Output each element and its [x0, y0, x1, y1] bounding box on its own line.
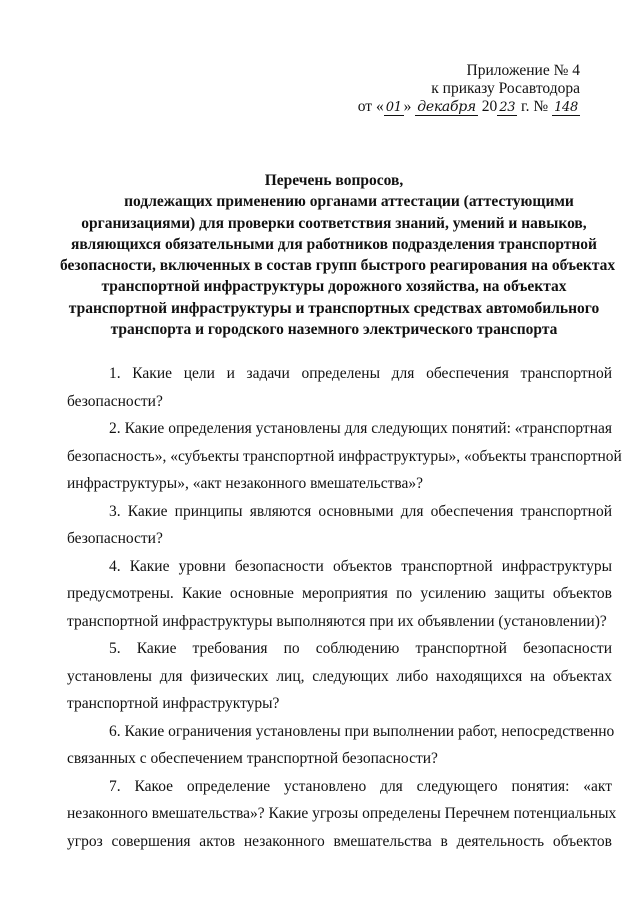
- text-line: 5. Какие требования по соблюдению транспортной безопасности: [109, 640, 612, 657]
- text-line: транспортной инфраструктуры?: [67, 695, 280, 712]
- text-line: 3. Какие принципы являются основными для обеспечения транспортной: [109, 502, 612, 520]
- question-6: [67, 718, 615, 773]
- title-line: транспорта и городского наземного электрического транспорта: [110, 321, 558, 339]
- title-line: являющихся обязательными для работников подразделения транспортной: [71, 235, 597, 253]
- handwritten-month: декабря: [417, 99, 476, 115]
- date-separator: »: [403, 98, 416, 115]
- text-line: инфраструктуры», «акт незаконного вмешательства»?: [67, 475, 424, 492]
- text-line: незаконного вмешательства»? Какие угрозы определены Перечнем потенциальных: [67, 805, 617, 822]
- title-line: подлежащих применению органами аттестации (аттестующими: [124, 193, 574, 211]
- question-1: [67, 360, 612, 415]
- appendix-number: Приложение № 4: [466, 62, 580, 79]
- text-line: безопасности?: [67, 530, 163, 547]
- question-4: [67, 553, 612, 636]
- handwritten-year: 23: [499, 100, 516, 115]
- text-line: установлены для физических лиц, следующих либо находящихся на объектах: [67, 667, 612, 685]
- question-5: [67, 635, 612, 718]
- text-line: 4. Какие уровни безопасности объектов транспортной инфраструктуры: [109, 557, 612, 575]
- title-line: организациями) для проверки соответствия знаний, умений и навыков,: [81, 214, 587, 232]
- handwritten-order-number: 148: [554, 100, 578, 115]
- date-prefix: от «: [357, 98, 384, 115]
- document-title: [60, 170, 616, 340]
- title-line: транспортной инфраструктуры дорожного хозяйства, на объектах: [101, 278, 567, 296]
- text-line: 2. Какие определения установлены для следующих понятий: «транспортная: [109, 420, 612, 437]
- text-line: транспортной инфраструктуры выполняются при их объявлении (установлении)?: [67, 612, 607, 630]
- order-reference: к приказу Росавтодора: [431, 80, 580, 97]
- questions-list: [67, 360, 622, 855]
- order-number-label: г. №: [517, 98, 553, 115]
- title-line: безопасности, включенных в состав групп быстрого реагирования на объектах: [60, 257, 616, 275]
- text-line: угроз совершения актов незаконного вмешательства в деятельность объектов: [67, 832, 612, 850]
- question-7: [67, 773, 617, 856]
- handwritten-day: 01: [385, 100, 402, 115]
- text-line: 7. Какое определение установлено для следующего понятия: «акт: [109, 777, 612, 795]
- title-line: Перечень вопросов,: [264, 172, 404, 189]
- title-line: транспортной инфраструктуры и транспортных средствах автомобильного: [68, 299, 600, 317]
- text-line: 1. Какие цели и задачи определены для обеспечения транспортной: [109, 365, 612, 382]
- text-line: 6. Какие ограничения установлены при выполнении работ, непосредственно: [109, 722, 615, 740]
- text-line: связанных с обеспечением транспортной безопасности?: [67, 750, 438, 767]
- text-line: безопасность», «субъекты транспортной инфраструктуры», «объекты транспортной: [67, 447, 622, 465]
- year-prefix: 20: [477, 98, 498, 115]
- appendix-header: [358, 62, 580, 117]
- question-3: [67, 498, 612, 553]
- question-2: [67, 415, 622, 498]
- text-line: безопасности?: [67, 392, 163, 410]
- order-date-line: [358, 98, 580, 117]
- text-line: предусмотрены. Какие основные мероприятия по усилению защиты объектов: [67, 585, 612, 602]
